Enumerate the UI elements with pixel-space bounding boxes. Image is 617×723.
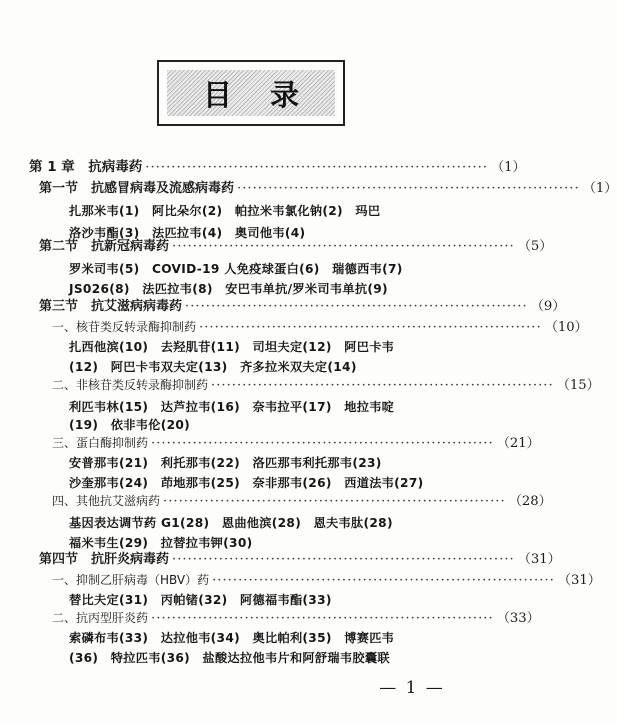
toc-entry-page: （15） (556, 378, 600, 393)
toc-entry-page: （28） (508, 494, 552, 509)
toc-entry-label: 二、抗丙型肝炎药 (52, 611, 149, 625)
leader-dots: ·································································· (151, 436, 494, 451)
toc-entry-page: （10） (544, 320, 588, 335)
drug-list-line: 安普那韦(21) 利托那韦(22) 洛匹那韦利托那韦(23) (69, 456, 382, 470)
toc-entry-label: 一、核苷类反转录酶抑制药 (52, 320, 197, 334)
leader-dots: ·································································· (163, 494, 506, 509)
drug-list-line: (19) 依非韦伦(20) (69, 418, 191, 432)
toc-entry-label: 第四节 抗肝炎病毒药 (39, 552, 170, 567)
toc-entry-chapter-1[interactable] (29, 156, 526, 179)
drug-list-line: 索磷布韦(33) 达拉他韦(34) 奥比帕利(35) 博赛匹韦 (69, 631, 395, 645)
toc-title-box (157, 60, 345, 126)
drug-list-line: 福米韦生(29) 拉替拉韦钾(30) (69, 536, 253, 550)
toc-entry-page: （21） (496, 436, 540, 451)
drug-list-line: 扎西他滨(10) 去羟肌苷(11) 司坦夫定(12) 阿巴卡韦 (69, 340, 395, 354)
page-number: — 1 — (379, 678, 445, 698)
drug-list-line: (36) 特拉匹韦(36) 盐酸达拉他韦片和阿舒瑞韦胶囊联 (69, 651, 390, 665)
leader-dots: ·································································· (172, 239, 515, 254)
toc-entry-page: （31） (557, 573, 601, 588)
drug-list-line: 洛沙韦酯(3) 法匹拉韦(4) 奥司他韦(4) (69, 226, 306, 240)
drug-list-line: JS026(8) 法匹拉韦(8) 安巴韦单抗/罗米司韦单抗(9) (69, 282, 388, 296)
toc-entry-section-3[interactable] (39, 296, 566, 318)
toc-entry-label: 三、蛋白酶抑制药 (52, 436, 149, 450)
leader-dots: ·································································· (212, 573, 555, 588)
leader-dots: ·································································· (151, 611, 494, 626)
toc-entry-label: 四、其他抗艾滋病药 (52, 494, 161, 508)
toc-entry-subsection-2[interactable] (52, 374, 600, 397)
drug-list-line: (12) 阿巴卡韦双夫定(13) 齐多拉米双夫定(14) (69, 360, 357, 374)
toc-entry-page: （5） (517, 239, 553, 254)
drug-list-line: 沙奎那韦(24) 茚地那韦(25) 奈非那韦(26) 西道法韦(27) (69, 476, 424, 490)
toc-entry-label: 一、抑制乙肝病毒（HBV）药 (52, 573, 210, 587)
drug-list-line: 罗米司韦(5) COVID-19 人免疫球蛋白(6) 瑞德西韦(7) (69, 262, 403, 276)
leader-dots: ·································································· (211, 378, 554, 393)
toc-entry-page: （31） (517, 552, 561, 567)
toc-entry-subsection-4[interactable] (52, 490, 552, 513)
toc-entry-page: （9） (530, 299, 566, 314)
drug-list-line: 替比夫定(31) 丙帕锗(32) 阿德福韦酯(33) (69, 593, 332, 607)
leader-dots: ·································································· (199, 320, 542, 335)
toc-title-background (167, 70, 335, 116)
leader-dots: ·································································· (185, 299, 528, 314)
leader-dots: ·································································· (172, 552, 515, 567)
toc-entry-label: 第一节 抗感冒病毒及流感病毒药 (39, 181, 235, 196)
toc-entry-label: 第二节 抗新冠病毒药 (39, 239, 170, 254)
toc-entry-section-1[interactable] (39, 178, 617, 200)
toc-entry-page: （1） (490, 160, 526, 175)
toc-entry-section-4[interactable] (39, 549, 561, 571)
drug-list-line: 基因表达调节药 G1(28) 恩曲他滨(28) 恩夫韦肽(28) (69, 516, 393, 530)
toc-entry-label: 第三节 抗艾滋病病毒药 (39, 299, 183, 314)
toc-entry-page: （1） (582, 181, 617, 196)
toc-entry-label: 第 1 章 抗病毒药 (29, 159, 143, 175)
drug-list-line: 利匹韦林(15) 达芦拉韦(16) 奈韦拉平(17) 地拉韦啶 (69, 400, 395, 414)
leader-dots: ·································································· (237, 181, 580, 196)
toc-entry-page: （33） (496, 611, 540, 626)
toc-entry-section-2[interactable] (39, 236, 553, 258)
leader-dots: ·································································· (145, 160, 488, 175)
drug-list-line: 扎那米韦(1) 阿比朵尔(2) 帕拉米韦氯化钠(2) 玛巴 (69, 204, 381, 218)
toc-entry-label: 二、非核苷类反转录酶抑制药 (52, 378, 209, 392)
toc-title: 目 录 (202, 77, 314, 112)
